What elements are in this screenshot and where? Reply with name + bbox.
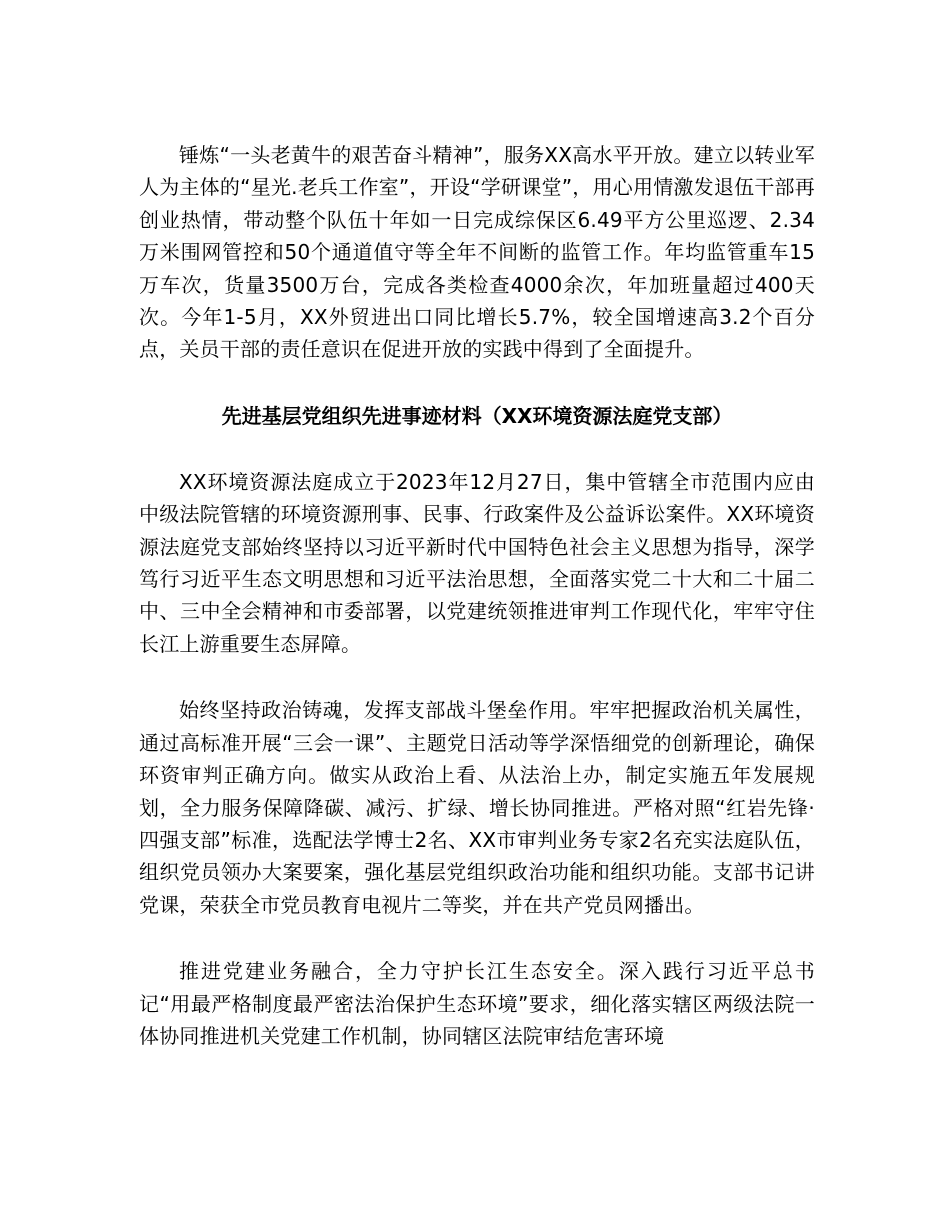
paragraph-spacer — [139, 432, 815, 466]
paragraph-political-leadership: 始终坚持政治铸魂，发挥支部战斗堡垒作用。牢牢把握政治机关属性，通过高标准开展“三会一课”、主题党日活动等学深悟细党的创新理论，确保环资审判正确方向。做实从政治上看、从法治上办，制定实施五年发展规划，全力服务保障降碳、减污、扩绿、增长协同推进。严格对照“红岩先锋·四强支部”标准，选配法学博士2名、XX市审判业务专家2名充实法庭队伍，组织党员领办大案要案，强化基层党组织政治功能和组织功能。支部书记讲党课，荣获全市党员教育电视片二等奖，并在共产党员网播出。 — [139, 698, 815, 917]
paragraph-old-ox-spirit: 锤炼“一头老黄牛的艰苦奋斗精神”，服务XX高水平开放。建立以转业军人为主体的“星光.老兵工作室”，开设“学研课堂”，用心用情激发退伍干部再创业热情，带动整个队伍十年如一日完成综保区6.49平方公里巡逻、2.34万米围网管控和50个通道值守等全年不间断的监管工作。年均监管重车15万车次，货量3500万台，完成各类检查4000余次，年加班量超过400天次。今年1-5月，XX外贸进出口同比增长5.7%，较全国增速高3.2个百分点，关员干部的责任意识在促进开放的实践中得到了全面提升。 — [139, 143, 815, 362]
paragraph-spacer — [139, 921, 815, 955]
paragraph-spacer — [139, 366, 815, 400]
paragraph-court-introduction: XX环境资源法庭成立于2023年12月27日，集中管辖全市范围内应由中级法院管辖的环境资源刑事、民事、行政案件及公益诉讼案件。XX环境资源法庭党支部始终坚持以习近平新时代中国特色社会主义思想为指导，深学笃行习近平生态文明思想和习近平法治思想，全面落实党二十大和二十届二中、三中全会精神和市委部署，以党建统领推进审判工作现代化，牢牢守住长江上游重要生态屏障。 — [139, 469, 815, 656]
section-heading: 先进基层党组织先进事迹材料（XX环境资源法庭党支部） — [221, 403, 733, 428]
paragraph-spacer — [139, 660, 815, 694]
document-body — [139, 139, 815, 1052]
paragraph-party-business-integration: 推进党建业务融合，全力守护长江生态安全。深入践行习近平总书记“用最严格制度最严密法治保护生态环境”要求，细化落实辖区两级法院一体协同推进机关党建工作机制，协同辖区法院审结危害环境 — [139, 959, 815, 1048]
